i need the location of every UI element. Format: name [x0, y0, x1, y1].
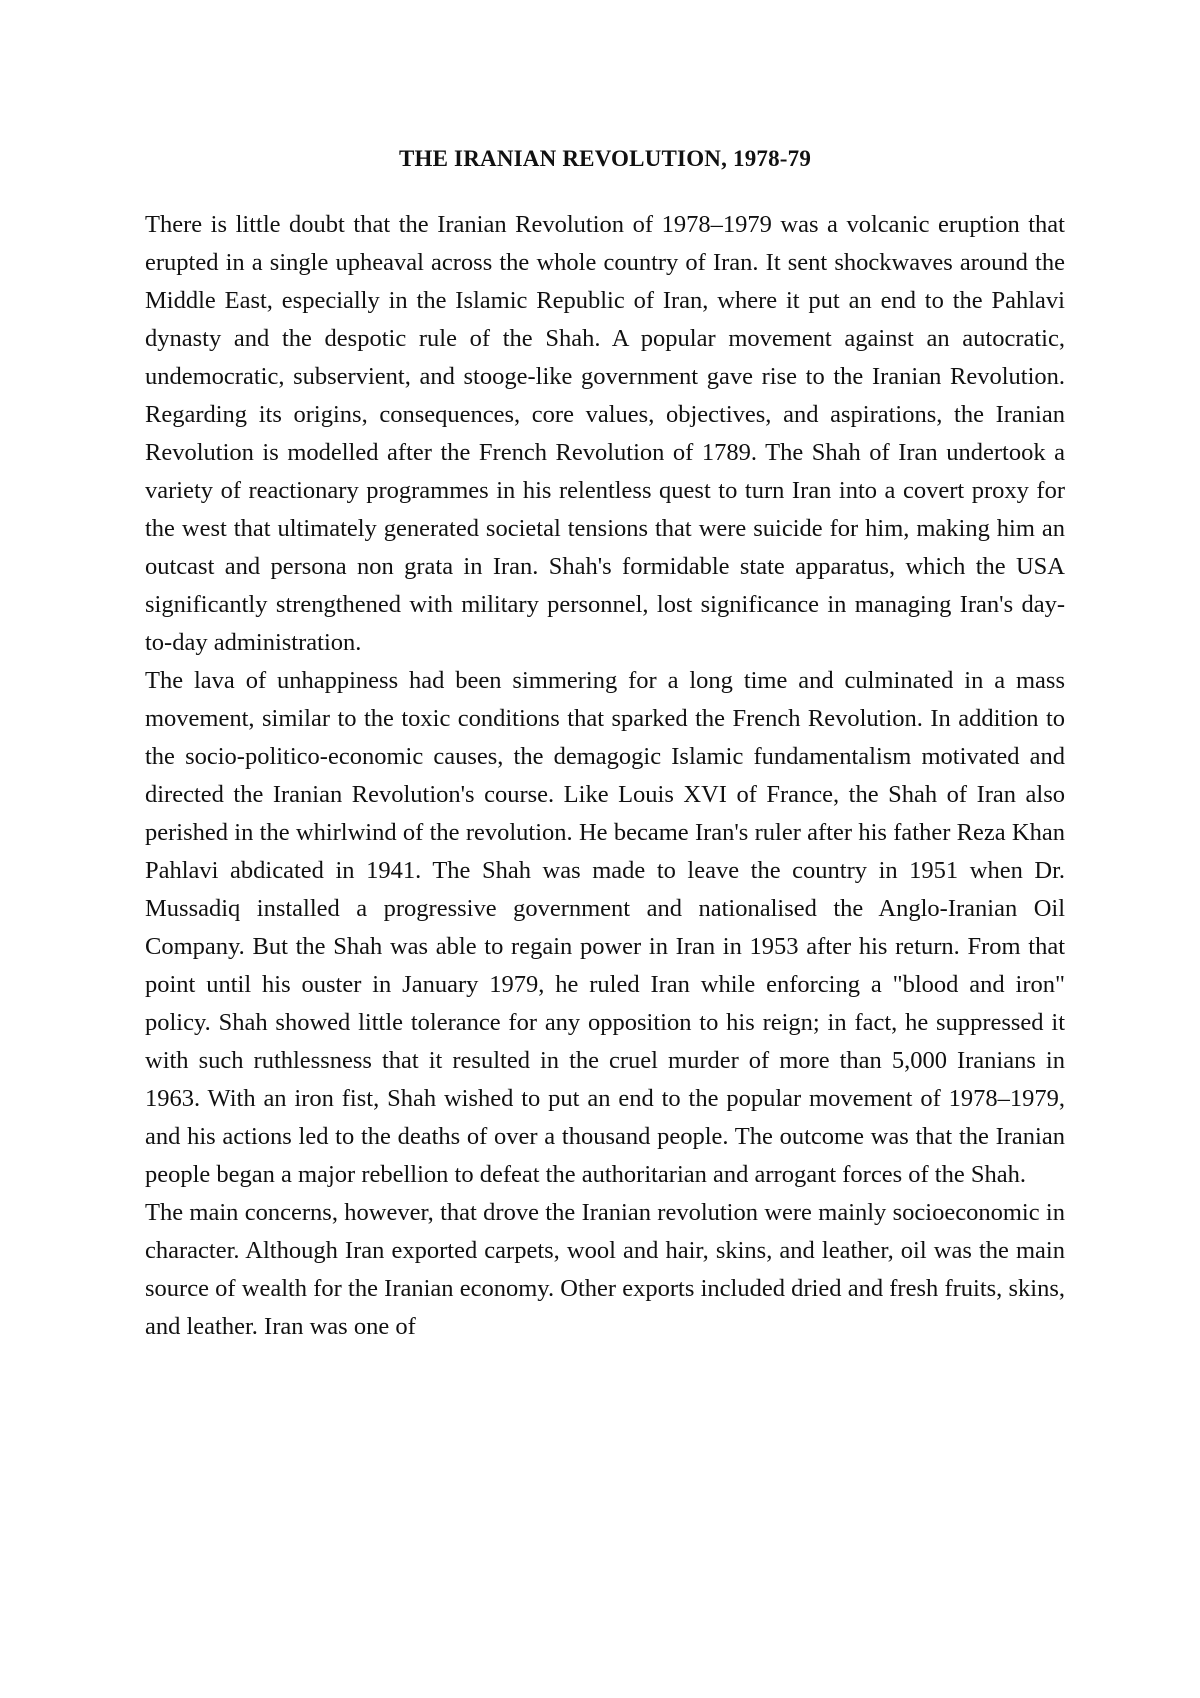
paragraph-2: The lava of unhappiness had been simmering for a long time and culminated in a mass movement, similar to the toxic conditions that sparked the French Revolution. In addition to the socio-politico-economic causes, the demagogic Islamic fundamentalism motivated and directed the Iranian Revolution's course. Like Louis XVI of France, the Shah of Iran also perished in the whirlwind of the revolution. He became Iran's ruler after his father Reza Khan Pahlavi abdicated in 1941. The Shah was made to leave the country in 1951 when Dr. Mussadiq installed a progressive government and nationalised the Anglo-Iranian Oil Company. But the Shah was able to regain power in Iran in 1953 after his return. From that point until his ouster in January 1979, he ruled Iran while enforcing a "blood and iron" policy. Shah showed little tolerance for any opposition to his reign; in fact, he suppressed it with such ruthlessness that it resulted in the cruel murder of more than 5,000 Iranians in 1963. With an iron fist, Shah wished to put an end to the popular movement of 1978–1979, and his actions led to the deaths of over a thousand people. The outcome was that the Iranian people began a major rebellion to defeat the authoritarian and arrogant forces of the Shah. — [145, 667, 1065, 1188]
paragraph-3: The main concerns, however, that drove the Iranian revolution were mainly socioeconomic in character. Although Iran exported carpets, wool and hair, skins, and leather, oil was the main source of wealth for the Iranian economy. Other exports included dried and fresh fruits, skins, and leather. Iran was one of — [145, 1199, 1065, 1340]
document-page — [145, 140, 1065, 1346]
paragraph-1: There is little doubt that the Iranian Revolution of 1978–1979 was a volcanic eruption that erupted in a single upheaval across the whole country of Iran. It sent shockwaves around the Middle East, especially in the Islamic Republic of Iran, where it put an end to the Pahlavi dynasty and the despotic rule of the Shah. A popular movement against an autocratic, undemocratic, subservient, and stooge-like government gave rise to the Iranian Revolution. Regarding its origins, consequences, core values, objectives, and aspirations, the Iranian Revolution is modelled after the French Revolution of 1789. The Shah of Iran undertook a variety of reactionary programmes in his relentless quest to turn Iran into a covert proxy for the west that ultimately generated societal tensions that were suicide for him, making him an outcast and persona non grata in Iran. Shah's formidable state apparatus, which the USA significantly strengthened with military personnel, lost significance in managing Iran's day-to-day administration. — [145, 211, 1065, 656]
document-title: THE IRANIAN REVOLUTION, 1978-79 — [398, 146, 812, 171]
